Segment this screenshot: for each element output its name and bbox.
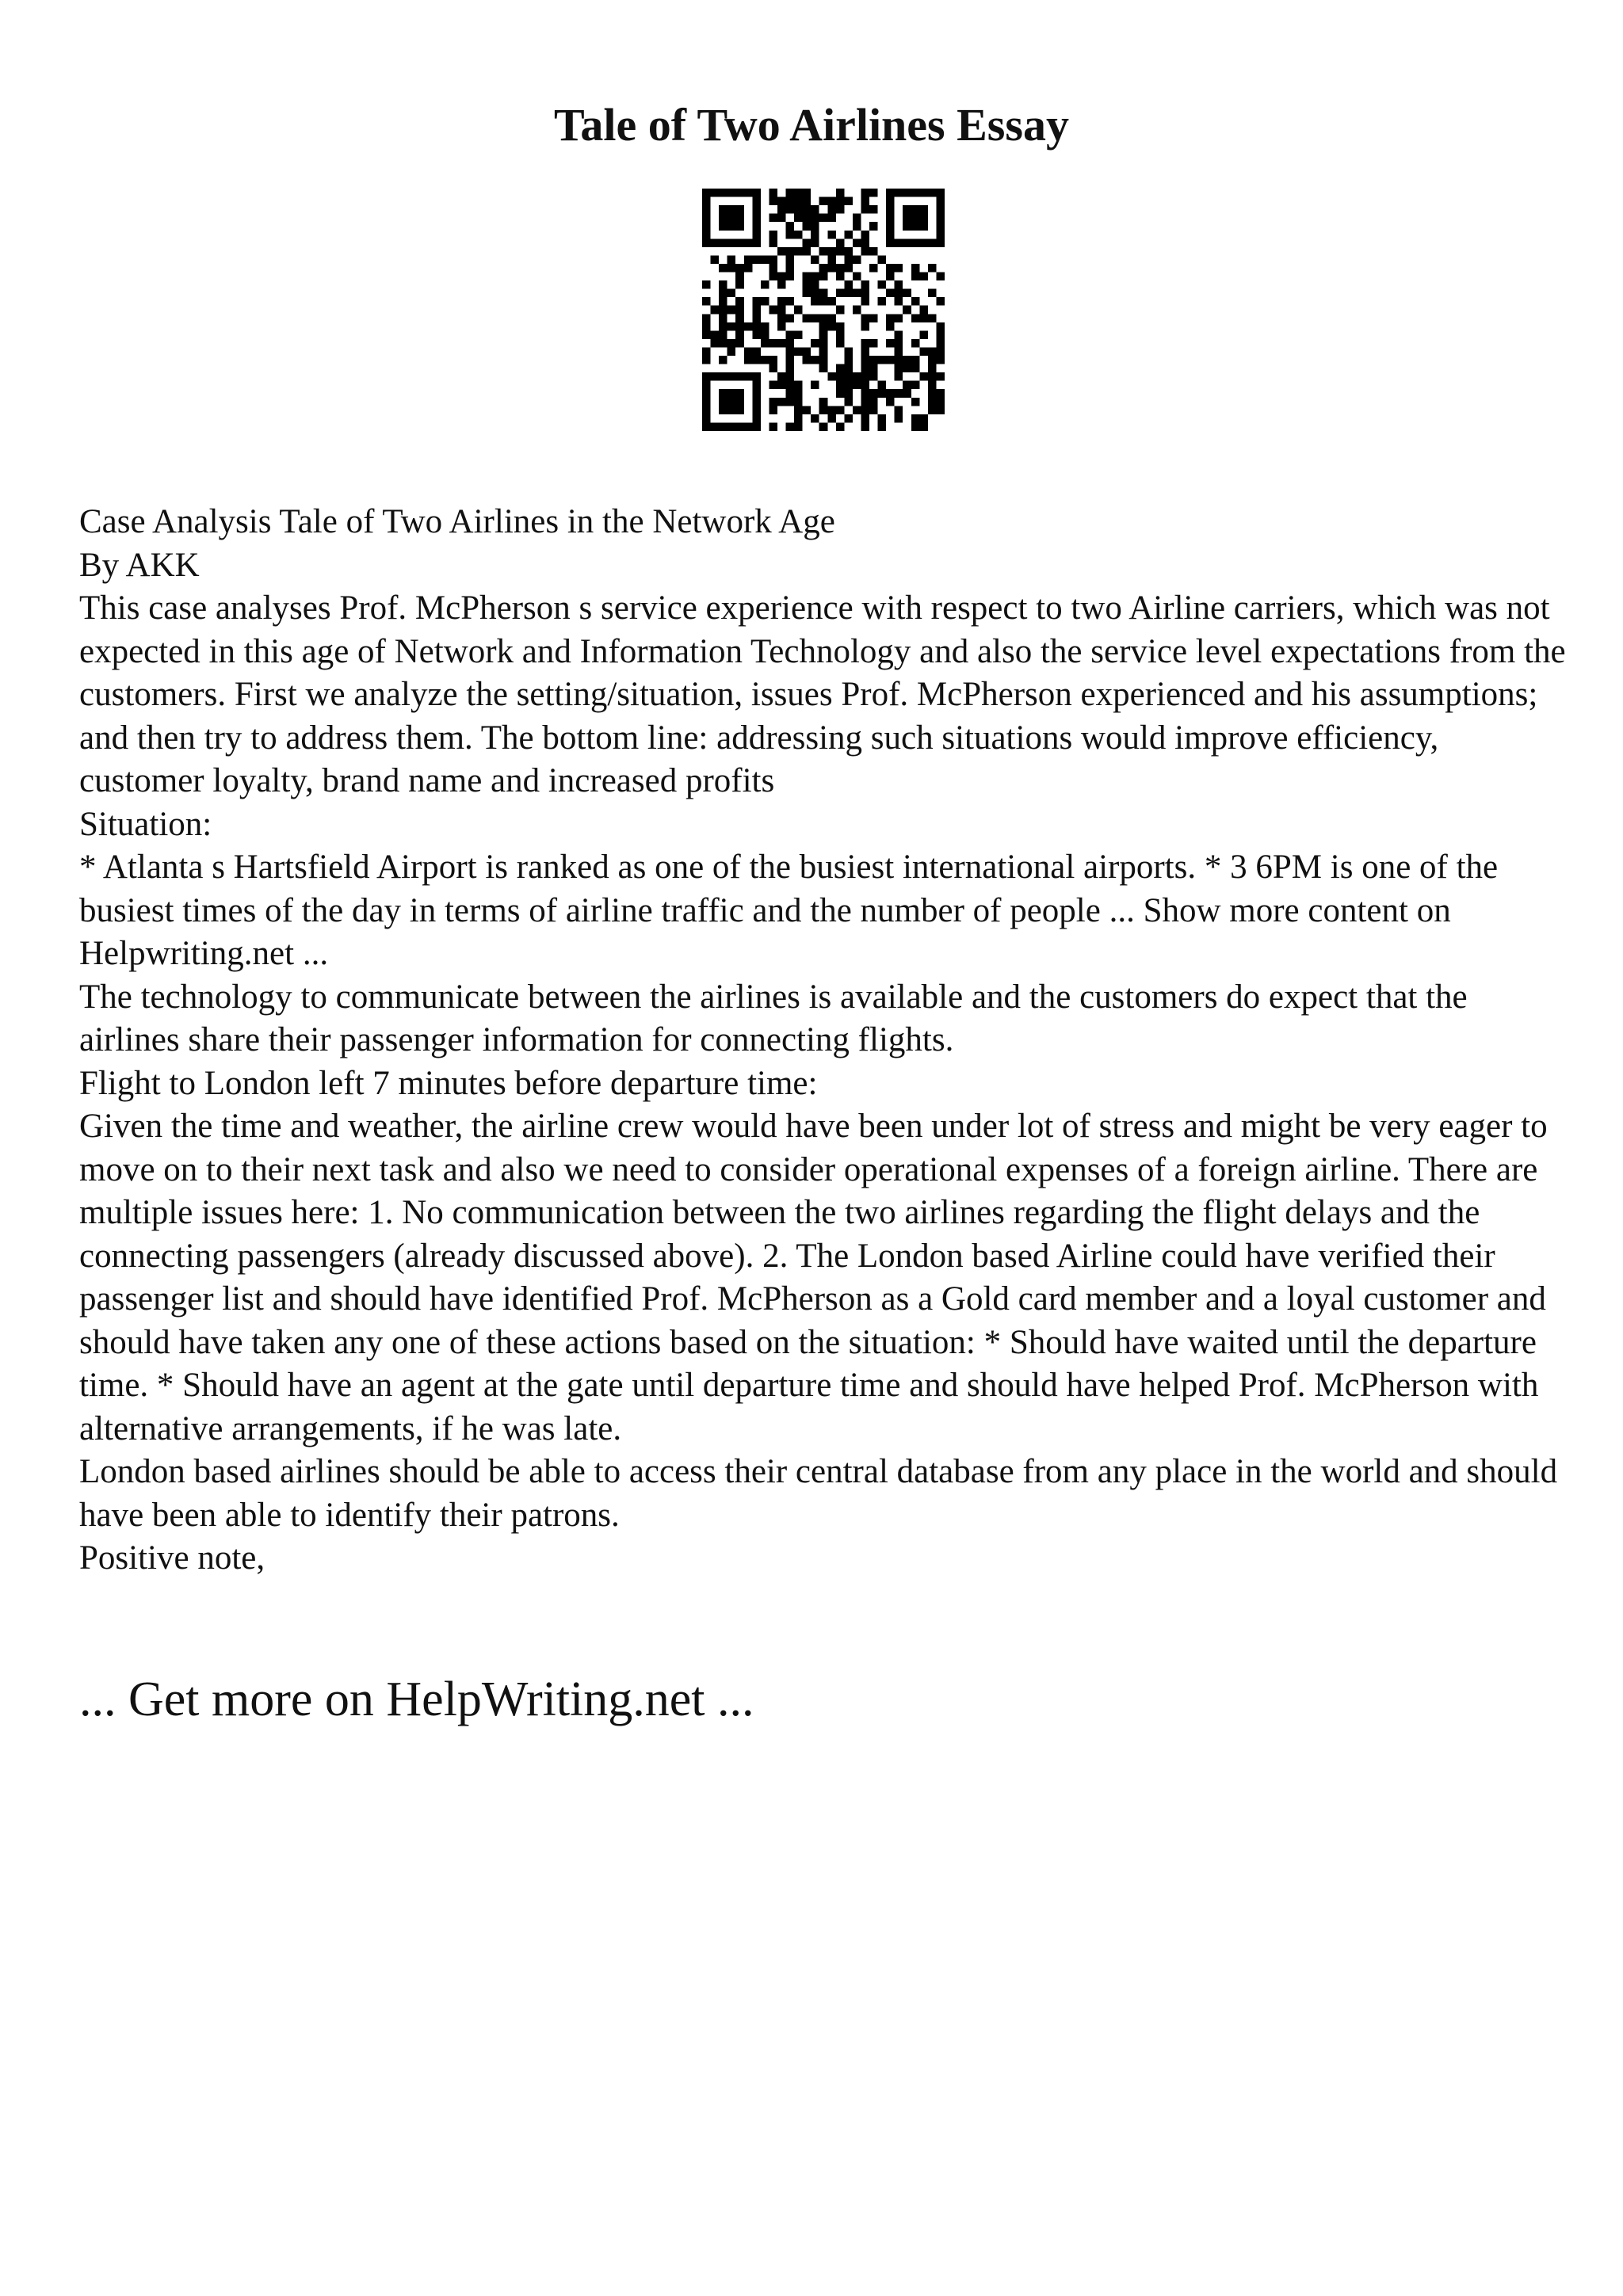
paragraph: Positive note, xyxy=(79,1539,265,1577)
paragraph: The technology to communicate between the airlines is available and the customers do expect that the airlines share their passenger information for connecting flights. xyxy=(79,978,1468,1058)
section-heading: Situation: xyxy=(79,805,212,843)
paragraph: Given the time and weather, the airline crew would have been under lot of stress and might be very eager to move on to their next task and also we need to consider operational expenses of a foreign airline. There are multiple issues here: 1. No communication between the two airlines regarding the flight delays and the connecting passengers (already discussed above). 2. The London based Airline could have verified their passenger list and should have identified Prof. McPherson as a Gold card member and a loyal customer and should have taken any one of these actions based on the situation: * Should have waited until the departure time. * Should have an agent at the gate until departure time and should have helped Prof. McPherson with alternative arrangements, if he was late. xyxy=(79,1108,1548,1447)
paragraph: London based airlines should be able to access their central database from any place in the world and should have been able to identify their patrons. xyxy=(79,1453,1558,1534)
qr-code-icon[interactable] xyxy=(702,189,945,431)
essay-body xyxy=(79,501,1569,1581)
subtitle: Case Analysis Tale of Two Airlines in the Network Age xyxy=(79,503,835,540)
author-line: By AKK xyxy=(79,546,200,584)
paragraph: * Atlanta s Hartsfield Airport is ranked as one of the busiest international airports. * 3 6PM is one of the busiest times of the day in terms of airline traffic and the number of people ... Show more content on Helpwriting.net ... xyxy=(79,849,1499,972)
section-heading: Flight to London left 7 minutes before departure time: xyxy=(79,1064,818,1102)
get-more-link[interactable]: ... Get more on HelpWriting.net ... xyxy=(79,1672,754,1726)
paragraph: This case analyses Prof. McPherson s service experience with respect to two Airline carriers, which was not expected in this age of Network and Information Technology and also the service level expectations from the customers. First we analyze the setting/situation, issues Prof. McPherson experienced and his assumptions; and then try to address them. The bottom line: addressing such situations would improve efficiency, customer loyalty, brand name and increased profits xyxy=(79,589,1566,799)
page-title: Tale of Two Airlines Essay xyxy=(554,99,1069,151)
